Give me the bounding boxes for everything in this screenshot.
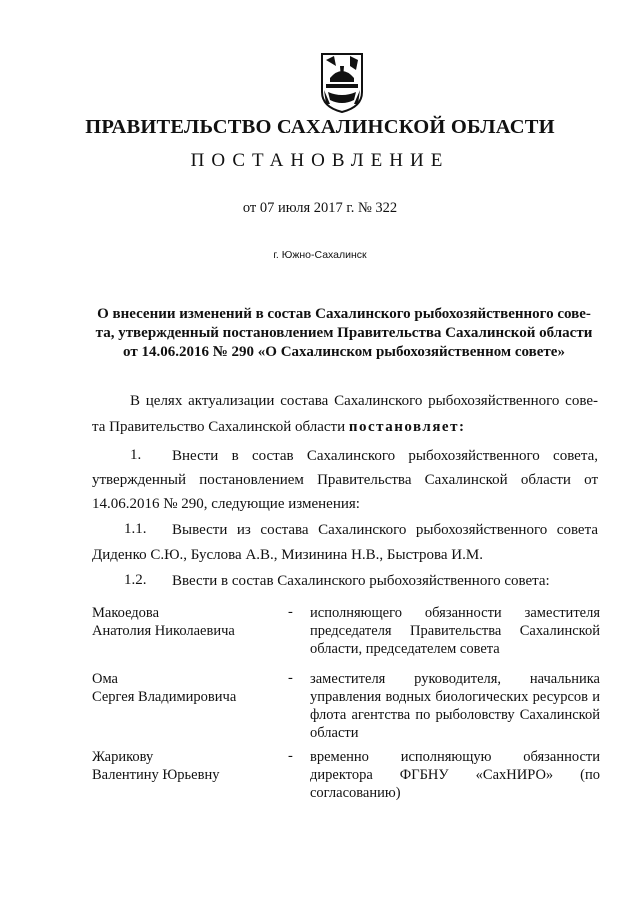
member-name — [92, 670, 292, 706]
subject-line: О внесении изменений в состав Сахалинского рыбохозяйственного сове- — [97, 306, 591, 322]
item-text: 14.06.2016 № 290, следующие изменения: — [92, 496, 360, 512]
member-position: заместителя руководителя, начальника управления водных биологических ресурсов и флота агентства по рыболовству Сахалинской области — [310, 671, 600, 741]
document-subject — [90, 305, 598, 362]
decree-word: постановляет: — [348, 419, 466, 435]
member-surname: Макоедова — [92, 605, 160, 621]
document-type: ПОСТАНОВЛЕНИЕ — [190, 150, 450, 171]
item-number: 1.1. — [124, 521, 147, 537]
member-dash: - — [288, 604, 293, 620]
member-dash: - — [288, 670, 293, 686]
government-title: ПРАВИТЕЛЬСТВО САХАЛИНСКОЙ ОБЛАСТИ — [85, 116, 555, 138]
member-name — [92, 748, 292, 784]
item-text: Вывести из состава Сахалинского рыбохозяйственного совета — [172, 522, 598, 538]
member-surname: Ома — [92, 671, 118, 687]
member-name — [92, 604, 292, 640]
coat-of-arms-icon — [320, 52, 364, 114]
member-position: исполняющего обязанности заместителя председателя Правительства Сахалинской области, председателем совета — [310, 605, 600, 657]
member-given-name: Валентину Юрьевну — [92, 767, 220, 783]
item-text: Ввести в состав Сахалинского рыбохозяйственного совета: — [172, 573, 550, 589]
issue-city: г. Южно-Сахалинск — [273, 249, 367, 261]
item-number: 1.2. — [124, 572, 147, 588]
document-date-number: от 07 июля 2017 г. № 322 — [242, 200, 398, 216]
subject-line: та, утвержденный постановлением Правительства Сахалинской области — [95, 325, 593, 341]
member-surname: Жарикову — [92, 749, 154, 765]
subject-line: от 14.06.2016 № 290 «О Сахалинском рыбохозяйственном совете» — [123, 344, 565, 360]
member-given-name: Анатолия Николаевича — [92, 623, 235, 639]
member-given-name: Сергея Владимировича — [92, 689, 237, 705]
member-dash: - — [288, 748, 293, 764]
intro-line: В целях актуализации состава Сахалинского рыбохозяйственного сове- — [130, 393, 598, 409]
intro-line — [92, 418, 598, 436]
item-text: утвержденный постановлением Правительства Сахалинской области от — [92, 472, 598, 488]
intro-text: та Правительство Сахалинской области — [92, 419, 349, 435]
item-text: Внести в состав Сахалинского рыбохозяйственного совета, — [172, 448, 598, 464]
item-text: Диденко С.Ю., Буслова А.В., Мизинина Н.В., Быстрова И.М. — [92, 547, 483, 563]
item-number: 1. — [130, 447, 142, 463]
member-position: временно исполняющую обязанности директора ФГБНУ «СахНИРО» (по согласованию) — [310, 749, 600, 801]
